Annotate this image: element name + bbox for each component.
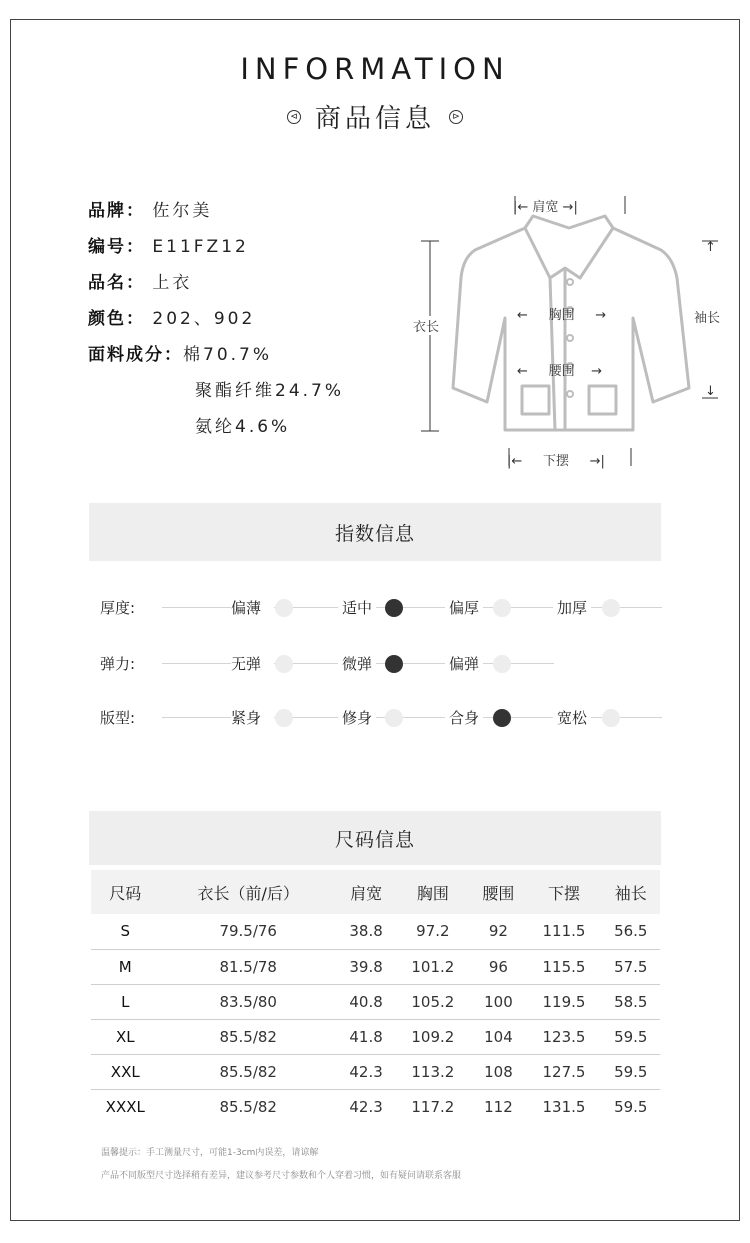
- name-label: 品名：: [88, 273, 145, 293]
- brand-label: 品牌：: [88, 201, 145, 221]
- header-hem: 下摆: [526, 870, 601, 914]
- color-label: 颜色：: [88, 309, 145, 329]
- elasticity-option-3: 偏弹: [445, 652, 483, 676]
- cell: 131.5: [542, 1097, 586, 1116]
- note-size-advice: 产品不同版型尺寸选择稍有差异，建议参考尺寸参数和个人穿着习惯，如有疑问请联系客服: [101, 1171, 462, 1181]
- cell: 40.8: [337, 984, 395, 1019]
- header-chest: 胸围: [395, 870, 470, 914]
- table-row: [91, 1089, 660, 1124]
- thickness-dot-1[interactable]: [275, 599, 293, 617]
- cell: 83.5/80: [160, 984, 337, 1019]
- cell: XXL: [91, 1054, 160, 1089]
- fabric-row-3: [88, 414, 344, 450]
- cell: 108: [470, 1054, 526, 1089]
- title-chinese: [0, 98, 750, 135]
- cell: 59.5: [614, 1097, 648, 1116]
- header-length: 衣长（前/后）: [160, 870, 337, 914]
- cell: 105.2: [395, 984, 470, 1019]
- color-value: 202、902: [152, 309, 256, 329]
- shoulder-text: 肩宽: [532, 200, 559, 215]
- fabric-value-3: 氨纶4.6%: [195, 417, 291, 437]
- thickness-dot-4[interactable]: [602, 599, 620, 617]
- brand-row: [88, 198, 344, 234]
- cell: XXXL: [105, 1097, 145, 1116]
- sleeve-label: 袖长: [694, 311, 721, 326]
- cell: 123.5: [526, 1019, 601, 1054]
- cell: 100: [470, 984, 526, 1019]
- fit-scale: [100, 706, 670, 730]
- thickness-dot-2-selected[interactable]: [385, 599, 403, 617]
- fit-dot-1[interactable]: [275, 709, 293, 727]
- code-value: E11FZ12: [152, 237, 249, 257]
- cell: 59.5: [602, 1054, 660, 1089]
- thickness-dot-3[interactable]: [493, 599, 511, 617]
- cell: 101.2: [395, 949, 470, 984]
- fabric-value-2: 聚酯纤维24.7%: [195, 381, 345, 401]
- fit-dot-3-selected[interactable]: [493, 709, 511, 727]
- elasticity-scale: [100, 652, 670, 676]
- thickness-option-4: 加厚: [553, 596, 591, 620]
- thickness-option-2: 适中: [338, 596, 376, 620]
- elasticity-label: 弹力:: [100, 655, 136, 673]
- cell: 79.5/76: [160, 914, 337, 949]
- table-row: [91, 1019, 660, 1054]
- table-row: [91, 984, 660, 1019]
- fit-dot-2[interactable]: [385, 709, 403, 727]
- note-measurement: 温馨提示：手工测量尺寸，可能1-3cm内误差，请谅解: [101, 1148, 319, 1158]
- cell: M: [91, 949, 160, 984]
- thickness-scale: [100, 596, 670, 620]
- cell: 85.5/82: [160, 1054, 337, 1089]
- cell: 56.5: [602, 914, 660, 949]
- cell: 115.5: [526, 949, 601, 984]
- fabric-value-1: 棉70.7%: [183, 345, 273, 365]
- cell: 117.2: [411, 1097, 455, 1116]
- table-row: [91, 949, 660, 984]
- fit-dot-4[interactable]: [602, 709, 620, 727]
- elasticity-dot-2-selected[interactable]: [385, 655, 403, 673]
- code-label: 编号：: [88, 237, 145, 257]
- header-waist: 腰围: [470, 870, 526, 914]
- header-sleeve: 袖长: [602, 870, 660, 914]
- cell: 39.8: [337, 949, 395, 984]
- hem-text: 下摆: [542, 454, 569, 469]
- fit-label: 版型:: [100, 709, 136, 727]
- waist-text: 腰围: [548, 364, 575, 379]
- arrow-left-icon: ⊲: [287, 110, 301, 124]
- color-row: [88, 306, 344, 342]
- cell: 113.2: [395, 1054, 470, 1089]
- brand-value: 佐尔美: [152, 201, 213, 221]
- elasticity-option-1: 无弹: [231, 652, 274, 676]
- title-chinese-text: 商品信息: [314, 104, 435, 134]
- length-label: 衣长: [413, 316, 439, 335]
- fit-option-1: 紧身: [231, 706, 274, 730]
- cell: 81.5/78: [160, 949, 337, 984]
- sleeve-arrow-down-icon: ↓: [705, 384, 716, 399]
- arrow-right-icon: ⊳: [449, 110, 463, 124]
- header-shoulder: 肩宽: [337, 870, 395, 914]
- cell: 111.5: [526, 914, 601, 949]
- header-size: 尺码: [91, 870, 160, 914]
- product-info: [88, 198, 344, 450]
- cell: 96: [470, 949, 526, 984]
- cell: 97.2: [395, 914, 470, 949]
- thickness-option-3: 偏厚: [445, 596, 483, 620]
- table-row: [91, 1054, 660, 1089]
- cell: 85.5/82: [219, 1097, 277, 1116]
- hem-label: |← 下摆 →|: [507, 454, 605, 469]
- table-row: [91, 914, 660, 949]
- fabric-label: 面料成分：: [88, 345, 183, 365]
- elasticity-dot-3[interactable]: [493, 655, 511, 673]
- garment-diagram: [405, 188, 735, 478]
- sleeve-arrow-up-icon: ↑: [705, 240, 716, 255]
- cell: 57.5: [602, 949, 660, 984]
- fit-option-2: 修身: [338, 706, 376, 730]
- thickness-label: 厚度:: [100, 599, 136, 617]
- cell: 119.5: [526, 984, 601, 1019]
- name-value: 上衣: [152, 273, 193, 293]
- name-row: [88, 270, 344, 306]
- size-section-title: 尺码信息: [89, 811, 661, 865]
- thickness-option-1: 偏薄: [231, 596, 274, 620]
- cell: 58.5: [602, 984, 660, 1019]
- cell: S: [91, 914, 160, 949]
- elasticity-option-2: 微弹: [338, 652, 376, 676]
- shoulder-label: |← 肩宽 →|: [513, 200, 578, 215]
- chest-label: ← 胸围 →: [517, 308, 607, 323]
- fabric-row: [88, 342, 344, 378]
- cell: XL: [91, 1019, 160, 1054]
- cell: 109.2: [395, 1019, 470, 1054]
- fit-option-4: 宽松: [553, 706, 591, 730]
- index-section-title: 指数信息: [89, 503, 661, 561]
- waist-label: ← 腰围 →: [517, 364, 602, 379]
- cell: 42.3: [349, 1097, 383, 1116]
- cell: 92: [470, 914, 526, 949]
- fit-option-3: 合身: [445, 706, 483, 730]
- elasticity-dot-1[interactable]: [275, 655, 293, 673]
- jacket-outline-icon: [405, 188, 735, 478]
- cell: 104: [470, 1019, 526, 1054]
- size-table-header: [91, 870, 660, 914]
- size-table: [91, 870, 660, 1124]
- code-row: [88, 234, 344, 270]
- cell: 127.5: [526, 1054, 601, 1089]
- fabric-row-2: [88, 378, 344, 414]
- chest-text: 胸围: [548, 308, 575, 323]
- cell: 41.8: [337, 1019, 395, 1054]
- cell: 85.5/82: [160, 1019, 337, 1054]
- cell: L: [91, 984, 160, 1019]
- cell: 59.5: [602, 1019, 660, 1054]
- cell: 42.3: [337, 1054, 395, 1089]
- title-english: INFORMATION: [240, 52, 510, 86]
- cell: 38.8: [337, 914, 395, 949]
- cell: 112: [484, 1097, 513, 1116]
